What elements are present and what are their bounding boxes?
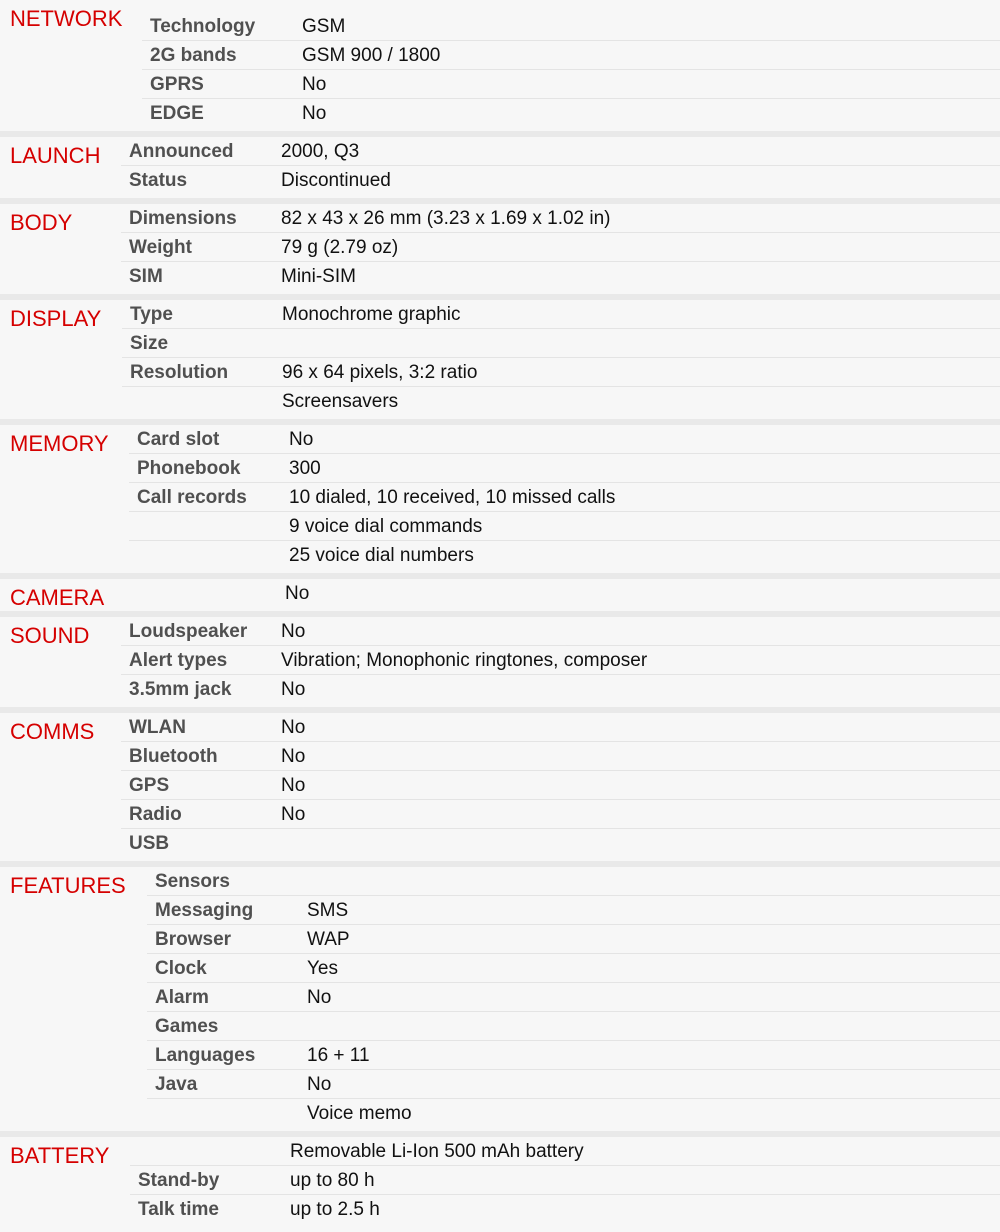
- spec-row: [0, 675, 1000, 704]
- spec-label[interactable]: Alarm: [155, 987, 209, 1008]
- spec-label[interactable]: Languages: [155, 1045, 256, 1066]
- spec-value: Yes: [307, 958, 338, 979]
- spec-row: [0, 1166, 1000, 1195]
- spec-label[interactable]: Radio: [129, 804, 182, 825]
- spec-row: [0, 1041, 1000, 1070]
- spec-label[interactable]: Resolution: [130, 362, 229, 383]
- spec-value: No: [281, 679, 306, 700]
- spec-value: Discontinued: [281, 170, 391, 191]
- spec-label[interactable]: Phonebook: [137, 458, 241, 479]
- section-battery: [0, 1137, 1000, 1232]
- spec-row: [0, 166, 1000, 195]
- spec-label[interactable]: Technology: [150, 16, 256, 37]
- spec-row: [0, 233, 1000, 262]
- spec-label[interactable]: Call records: [137, 487, 247, 508]
- spec-row: [0, 867, 1000, 896]
- spec-label[interactable]: Status: [129, 170, 188, 191]
- section-title[interactable]: FEATURES: [10, 873, 126, 898]
- spec-row: [0, 800, 1000, 829]
- spec-label[interactable]: GPRS: [150, 74, 204, 95]
- spec-value: 79 g (2.79 oz): [281, 237, 399, 258]
- spec-row: [0, 425, 1000, 454]
- section-comms: [0, 713, 1000, 861]
- section-camera: [0, 579, 1000, 611]
- spec-row: [0, 329, 1000, 358]
- spec-row: [0, 646, 1000, 675]
- spec-row: [0, 925, 1000, 954]
- spec-row: [0, 512, 1000, 541]
- spec-row: [0, 771, 1000, 800]
- spec-value: 9 voice dial commands: [289, 516, 483, 537]
- spec-value: Mini-SIM: [281, 266, 356, 287]
- spec-value: SMS: [307, 900, 349, 921]
- spec-label[interactable]: Sensors: [155, 871, 230, 892]
- section-display: [0, 300, 1000, 419]
- spec-row: [0, 137, 1000, 166]
- spec-value: No: [285, 583, 310, 604]
- spec-value: No: [307, 987, 332, 1008]
- section-sound: [0, 617, 1000, 707]
- spec-row: [0, 896, 1000, 925]
- spec-value: Screensavers: [282, 391, 399, 412]
- spec-label[interactable]: Card slot: [137, 429, 220, 450]
- spec-label[interactable]: Alert types: [129, 650, 228, 671]
- spec-row: [0, 1195, 1000, 1224]
- spec-label[interactable]: Clock: [155, 958, 207, 979]
- spec-row: [0, 954, 1000, 983]
- spec-label[interactable]: GPS: [129, 775, 170, 796]
- spec-row: [0, 983, 1000, 1012]
- spec-value: No: [307, 1074, 332, 1095]
- spec-row: [0, 454, 1000, 483]
- spec-value: GSM 900 / 1800: [302, 45, 441, 66]
- spec-value: No: [302, 74, 327, 95]
- spec-row: [0, 579, 1000, 608]
- spec-value: Voice memo: [307, 1103, 412, 1124]
- section-title[interactable]: BATTERY: [10, 1143, 110, 1168]
- section-title[interactable]: NETWORK: [10, 6, 123, 31]
- spec-label[interactable]: 3.5mm jack: [129, 679, 232, 700]
- spec-label[interactable]: EDGE: [150, 103, 204, 124]
- section-title[interactable]: SOUND: [10, 623, 90, 648]
- spec-label[interactable]: Weight: [129, 237, 192, 258]
- section-features: [0, 867, 1000, 1131]
- spec-value: 10 dialed, 10 received, 10 missed calls: [289, 487, 616, 508]
- spec-row: [0, 1099, 1000, 1128]
- spec-label[interactable]: SIM: [129, 266, 163, 287]
- spec-row: [0, 300, 1000, 329]
- spec-label[interactable]: Talk time: [138, 1199, 219, 1220]
- spec-row: [0, 1137, 1000, 1166]
- spec-row: [0, 204, 1000, 233]
- spec-label[interactable]: Java: [155, 1074, 198, 1095]
- spec-value: Monochrome graphic: [282, 304, 461, 325]
- spec-row: [0, 829, 1000, 858]
- spec-value: up to 80 h: [290, 1170, 375, 1191]
- section-title[interactable]: LAUNCH: [10, 143, 101, 168]
- spec-value: No: [281, 621, 306, 642]
- section-network: [0, 0, 1000, 131]
- spec-value: 16 + 11: [307, 1045, 370, 1066]
- spec-row: [0, 262, 1000, 291]
- spec-label[interactable]: Dimensions: [129, 208, 237, 229]
- spec-value: GSM: [302, 16, 346, 37]
- spec-row: [0, 70, 1000, 99]
- section-title[interactable]: MEMORY: [10, 431, 109, 456]
- spec-label[interactable]: Size: [130, 333, 169, 354]
- spec-label[interactable]: Type: [130, 304, 173, 325]
- section-memory: [0, 425, 1000, 573]
- section-title[interactable]: COMMS: [10, 719, 95, 744]
- spec-value: 300: [289, 458, 321, 479]
- spec-label[interactable]: Games: [155, 1016, 219, 1037]
- spec-label[interactable]: USB: [129, 833, 170, 854]
- spec-row: [0, 617, 1000, 646]
- spec-value: WAP: [307, 929, 350, 950]
- spec-row: [0, 541, 1000, 570]
- spec-row: [0, 742, 1000, 771]
- spec-label[interactable]: Messaging: [155, 900, 254, 921]
- section-title[interactable]: CAMERA: [10, 585, 105, 610]
- spec-row: [0, 387, 1000, 416]
- spec-label[interactable]: Stand-by: [138, 1170, 220, 1191]
- spec-row: [0, 1070, 1000, 1099]
- spec-value: 2000, Q3: [281, 141, 360, 162]
- section-body: [0, 204, 1000, 294]
- spec-value: Removable Li-Ion 500 mAh battery: [290, 1141, 584, 1162]
- spec-row: [0, 1012, 1000, 1041]
- spec-value: Vibration; Monophonic ringtones, composer: [281, 650, 648, 671]
- spec-value: No: [302, 103, 327, 124]
- spec-value: No: [281, 746, 306, 767]
- spec-label[interactable]: Bluetooth: [129, 746, 218, 767]
- section-launch: [0, 137, 1000, 198]
- spec-value: No: [289, 429, 314, 450]
- section-title[interactable]: BODY: [10, 210, 73, 235]
- spec-label[interactable]: Browser: [155, 929, 232, 950]
- spec-row: [0, 12, 1000, 41]
- spec-value: No: [281, 804, 306, 825]
- spec-value: up to 2.5 h: [290, 1199, 380, 1220]
- spec-value: No: [281, 775, 306, 796]
- spec-row: [0, 713, 1000, 742]
- spec-value: 96 x 64 pixels, 3:2 ratio: [282, 362, 478, 383]
- spec-value: No: [281, 717, 306, 738]
- spec-label[interactable]: WLAN: [129, 717, 186, 738]
- spec-value: 25 voice dial numbers: [289, 545, 474, 566]
- spec-label[interactable]: 2G bands: [150, 45, 237, 66]
- spec-label[interactable]: Loudspeaker: [129, 621, 248, 642]
- spec-row: [0, 358, 1000, 387]
- spec-row: [0, 41, 1000, 70]
- spec-value: 82 x 43 x 26 mm (3.23 x 1.69 x 1.02 in): [281, 208, 611, 229]
- spec-row: [0, 483, 1000, 512]
- section-title[interactable]: DISPLAY: [10, 306, 102, 331]
- spec-row: [0, 99, 1000, 128]
- spec-label[interactable]: Announced: [129, 141, 234, 162]
